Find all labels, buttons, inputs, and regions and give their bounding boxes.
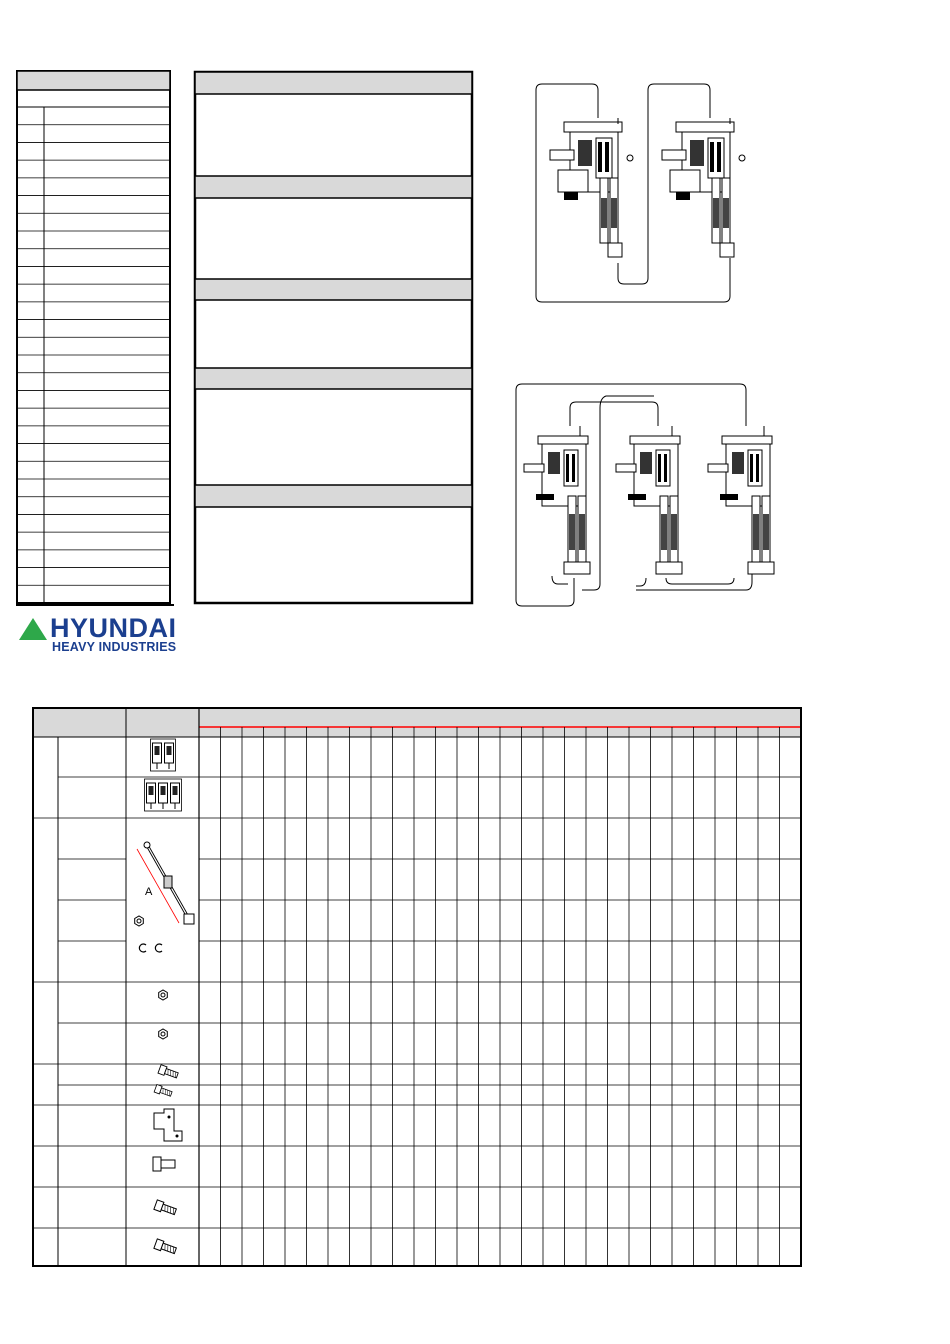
three-breaker-interlock-diagram [512, 378, 784, 610]
notes-panel [193, 70, 475, 606]
rod-dimension-label: A [145, 886, 153, 898]
nut-icon [159, 990, 168, 1000]
bolt-icon [153, 1157, 175, 1171]
two-breaker-interlock-diagram [528, 78, 760, 308]
breaker-unit-1 [550, 118, 633, 257]
brand-subtitle: HEAVY INDUSTRIES [52, 640, 177, 654]
nut-icon [135, 916, 144, 926]
hyundai-triangle-icon [18, 617, 48, 641]
nut-icon [159, 1029, 168, 1039]
screw-icon [158, 1065, 179, 1080]
screw-icon [154, 1085, 173, 1098]
parts-selection-table [32, 707, 804, 1269]
screw-icon [154, 1200, 177, 1217]
breaker-pair-icon [151, 739, 176, 771]
clip-icon [139, 944, 146, 952]
component-list-table [16, 70, 174, 606]
interlock-rod-icon [137, 842, 194, 924]
clip-icon [155, 944, 162, 952]
brand-name: HYUNDAI [50, 613, 177, 643]
breaker-unit-2 [662, 118, 745, 257]
bracket-plate-icon [154, 1109, 182, 1141]
screw-icon [154, 1239, 177, 1256]
breaker-triple-icon [145, 779, 182, 811]
